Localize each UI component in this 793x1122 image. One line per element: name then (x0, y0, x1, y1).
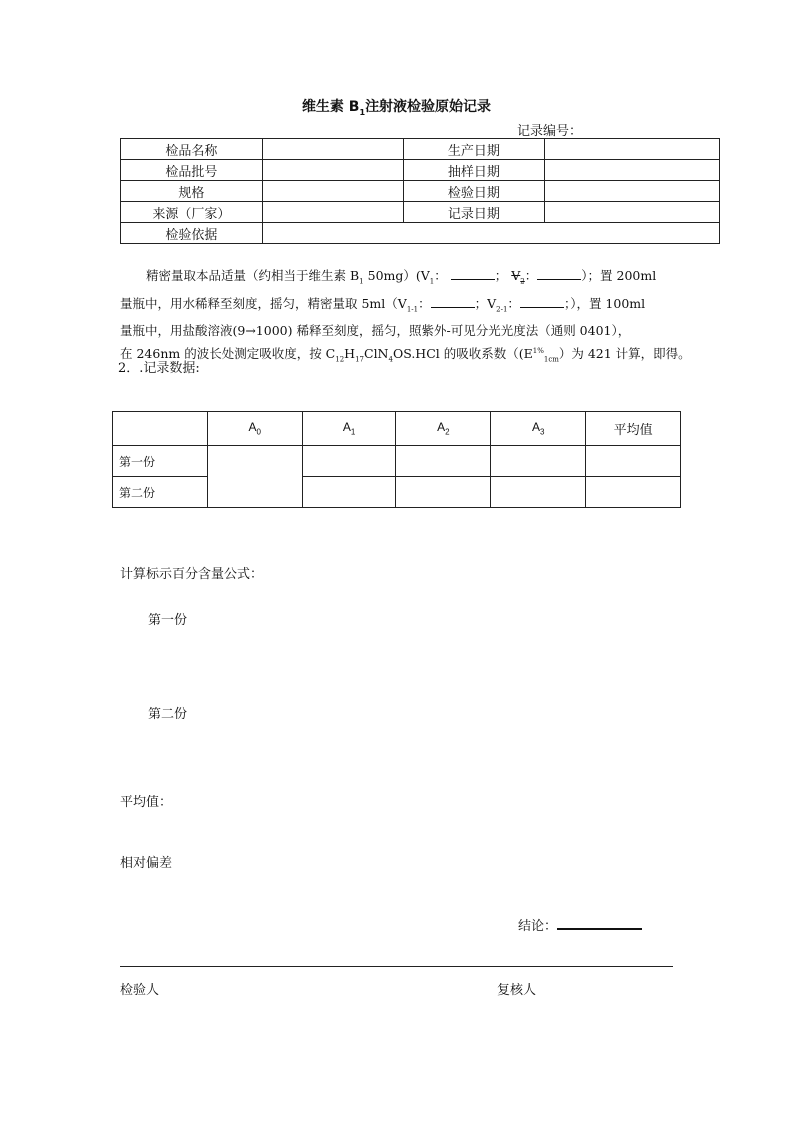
formula-label: 计算标示百分含量公式： (120, 567, 264, 582)
average-label: 平均值： (120, 795, 173, 810)
relative-deviation-label: 相对偏差 (120, 856, 173, 871)
inspector-label: 检验人 (120, 983, 160, 998)
field-value[interactable] (262, 202, 403, 223)
section-heading: 2．.记录数据: (118, 361, 200, 376)
data-cell[interactable] (491, 477, 586, 508)
field-label: 记录日期 (403, 202, 545, 223)
field-label: 检验依据 (121, 223, 263, 244)
table-row (121, 181, 720, 202)
info-table (120, 138, 720, 244)
field-value[interactable] (545, 160, 720, 181)
field-label: 规格 (121, 181, 263, 202)
field-label: 生产日期 (403, 139, 545, 160)
field-label: 检品批号 (121, 160, 263, 181)
divider (120, 966, 673, 967)
column-header: $A_1$ (302, 412, 396, 446)
field-label: 检品名称 (121, 139, 263, 160)
reviewer-label: 复核人 (497, 983, 537, 998)
table-row (121, 139, 720, 160)
column-header: $A_3$ (491, 412, 586, 446)
field-value[interactable] (545, 181, 720, 202)
first-portion-label: 第一份 (148, 613, 188, 628)
table-header-row (113, 412, 681, 446)
conclusion-blank[interactable] (557, 916, 642, 930)
data-cell[interactable] (302, 446, 396, 477)
v2-1-blank[interactable] (520, 295, 564, 308)
conclusion-label: 结论： (518, 919, 558, 934)
field-value[interactable] (262, 181, 403, 202)
data-cell[interactable] (396, 477, 491, 508)
method-paragraph: 精密量取本品适量（约相当于维生素 $B_1$ $50mg)(V_1$： ； $V_2$： ）；置 200ml 量瓶中，用水稀释至刻度，摇匀，精密量取 $5ml(V_{1-1}$： ；$V_{2-1}$： ；），置 100ml 量瓶中，用盐酸溶液(9→1000) 稀释至刻度，摇匀，照紫外-可见分光光度法（通则 0401）， 在 246nm 的波长处测定吸收度，按 $C_{12}H_{17}ClN_4OS.HCl$ 的吸收系数（$(E^{1\%}_{1cm})$为 421 计算，即得。 (120, 268, 691, 364)
column-header: $A_0$ (207, 412, 302, 446)
column-header: 平均值 (586, 412, 681, 446)
field-value[interactable] (262, 160, 403, 181)
field-value[interactable] (262, 223, 719, 244)
data-cell[interactable] (302, 477, 396, 508)
data-cell[interactable] (586, 477, 681, 508)
v2-blank[interactable] (537, 267, 581, 280)
table-row (113, 446, 681, 477)
field-label: 抽样日期 (403, 160, 545, 181)
data-cell[interactable] (586, 446, 681, 477)
column-header: $A_2$ (396, 412, 491, 446)
table-row (121, 202, 720, 223)
v1-1-blank[interactable] (431, 295, 475, 308)
data-cell[interactable] (396, 446, 491, 477)
data-cell[interactable] (207, 446, 302, 508)
row-label: 第一份 (113, 446, 208, 477)
table-row (121, 223, 720, 244)
data-table (112, 411, 681, 508)
field-value[interactable] (545, 139, 720, 160)
conclusion (518, 915, 642, 934)
record-number-label: 记录编号： (517, 124, 583, 139)
page-title: 维生素 $B_1$注射液检验原始记录 (301, 99, 492, 117)
row-label: 第二份 (113, 477, 208, 508)
field-label: 检验日期 (403, 181, 545, 202)
second-portion-label: 第二份 (148, 707, 188, 722)
data-cell[interactable] (491, 446, 586, 477)
table-row (113, 477, 681, 508)
table-row (121, 160, 720, 181)
field-label: 来源（厂家） (121, 202, 263, 223)
field-value[interactable] (545, 202, 720, 223)
v1-blank[interactable] (451, 267, 495, 280)
field-value[interactable] (262, 139, 403, 160)
